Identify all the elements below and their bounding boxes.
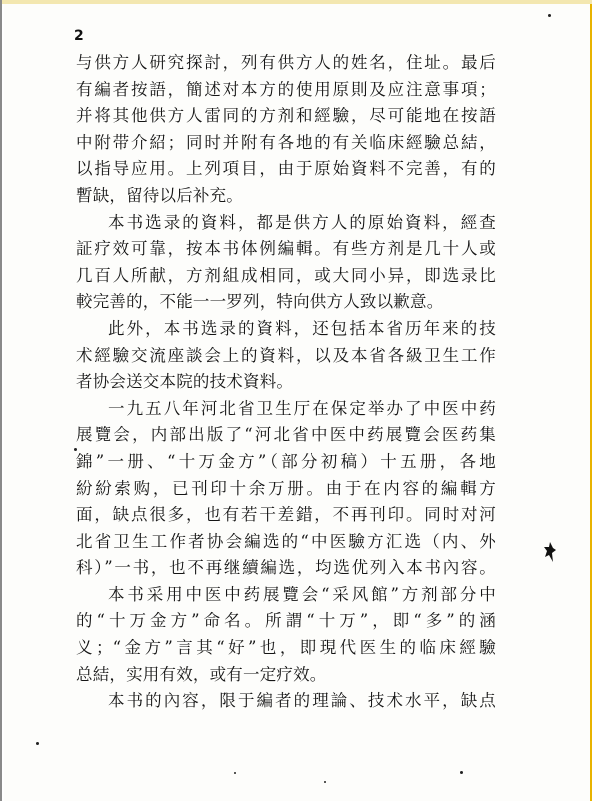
text-line: 展覽会，内部出版了“河北省中医中药展覽会医药集 xyxy=(76,425,496,445)
scan-speck xyxy=(460,771,463,774)
text-line: 此外，本书选录的資料，还包括本省历年来的技 xyxy=(108,318,496,338)
text-line: 較完善的，不能一一罗列，特向供方人致以歉意。 xyxy=(76,292,444,312)
text-line: 科）”一书，也不再继續編选，均选优列入本书內容。 xyxy=(76,558,496,578)
text-line: 本书的內容，限于編者的理論、技术水平，缺点 xyxy=(108,691,496,711)
ink-blot-mark xyxy=(544,542,556,562)
scanned-page xyxy=(4,4,590,801)
body-text xyxy=(76,50,496,715)
text-line: 北省卫生工作者协会編选的“中医驗方汇选（内、外 xyxy=(76,531,496,551)
text-line: 証疗效可靠，按本书体例編輯。有些方剂是几十人或 xyxy=(76,239,496,259)
text-line: 中附带介紹；同时并附有各地的有关临床經驗总結， xyxy=(76,132,496,152)
text-line: 与供方人研究探討，列有供方人的姓名，住址。最后 xyxy=(76,53,496,72)
text-line: 本书选录的資料，都是供方人的原始資料，經查 xyxy=(108,212,496,232)
scan-speck xyxy=(74,448,77,451)
text-line: 紛紛索购，已刊印十余万册。由于在内容的編輯方 xyxy=(76,478,496,498)
text-line: 术經驗交流座談会上的資料，以及本省各級卫生工作 xyxy=(76,345,496,365)
text-line: 几百人所献，方剂組成相同，或大同小异，即选录比 xyxy=(76,265,496,285)
text-line: 錦”一册、“十万金方”（部分初稿）十五册，各地 xyxy=(76,451,496,471)
scan-speck xyxy=(234,772,236,774)
text-line: 有編者按語，簡述对本方的使用原則及应注意事項； xyxy=(76,79,496,99)
text-line: 义；“金方”言其“好”也，即現代医生的临床經驗 xyxy=(76,638,496,658)
text-line: 并将其他供方人雷同的方剂和經驗，尽可能地在按語 xyxy=(76,106,496,126)
text-line: 暫缺，留待以后补充。 xyxy=(76,185,243,205)
scan-speck xyxy=(36,742,39,745)
page-number: 2 xyxy=(74,28,84,44)
text-line: 本书采用中医中药展覽会“采风館”方剂部分中 xyxy=(108,584,496,604)
text-line: 的“十万金方”命名。所謂“十万”，即“多”的涵 xyxy=(76,611,496,631)
text-line: 一九五八年河北省卫生厅在保定举办了中医中药 xyxy=(108,398,496,418)
text-line: 者协会送交本院的技术資料。 xyxy=(76,372,294,392)
text-line: 面，缺点很多，也有若干差錯，不再刊印。同时对河 xyxy=(76,505,496,525)
scan-speck xyxy=(548,14,551,17)
text-line: 以指导应用。上列項目，由于原始資料不完善，有的 xyxy=(76,159,496,179)
text-line: 总結，实用有效，或有一定疗效。 xyxy=(76,664,327,684)
scan-speck xyxy=(324,781,326,783)
